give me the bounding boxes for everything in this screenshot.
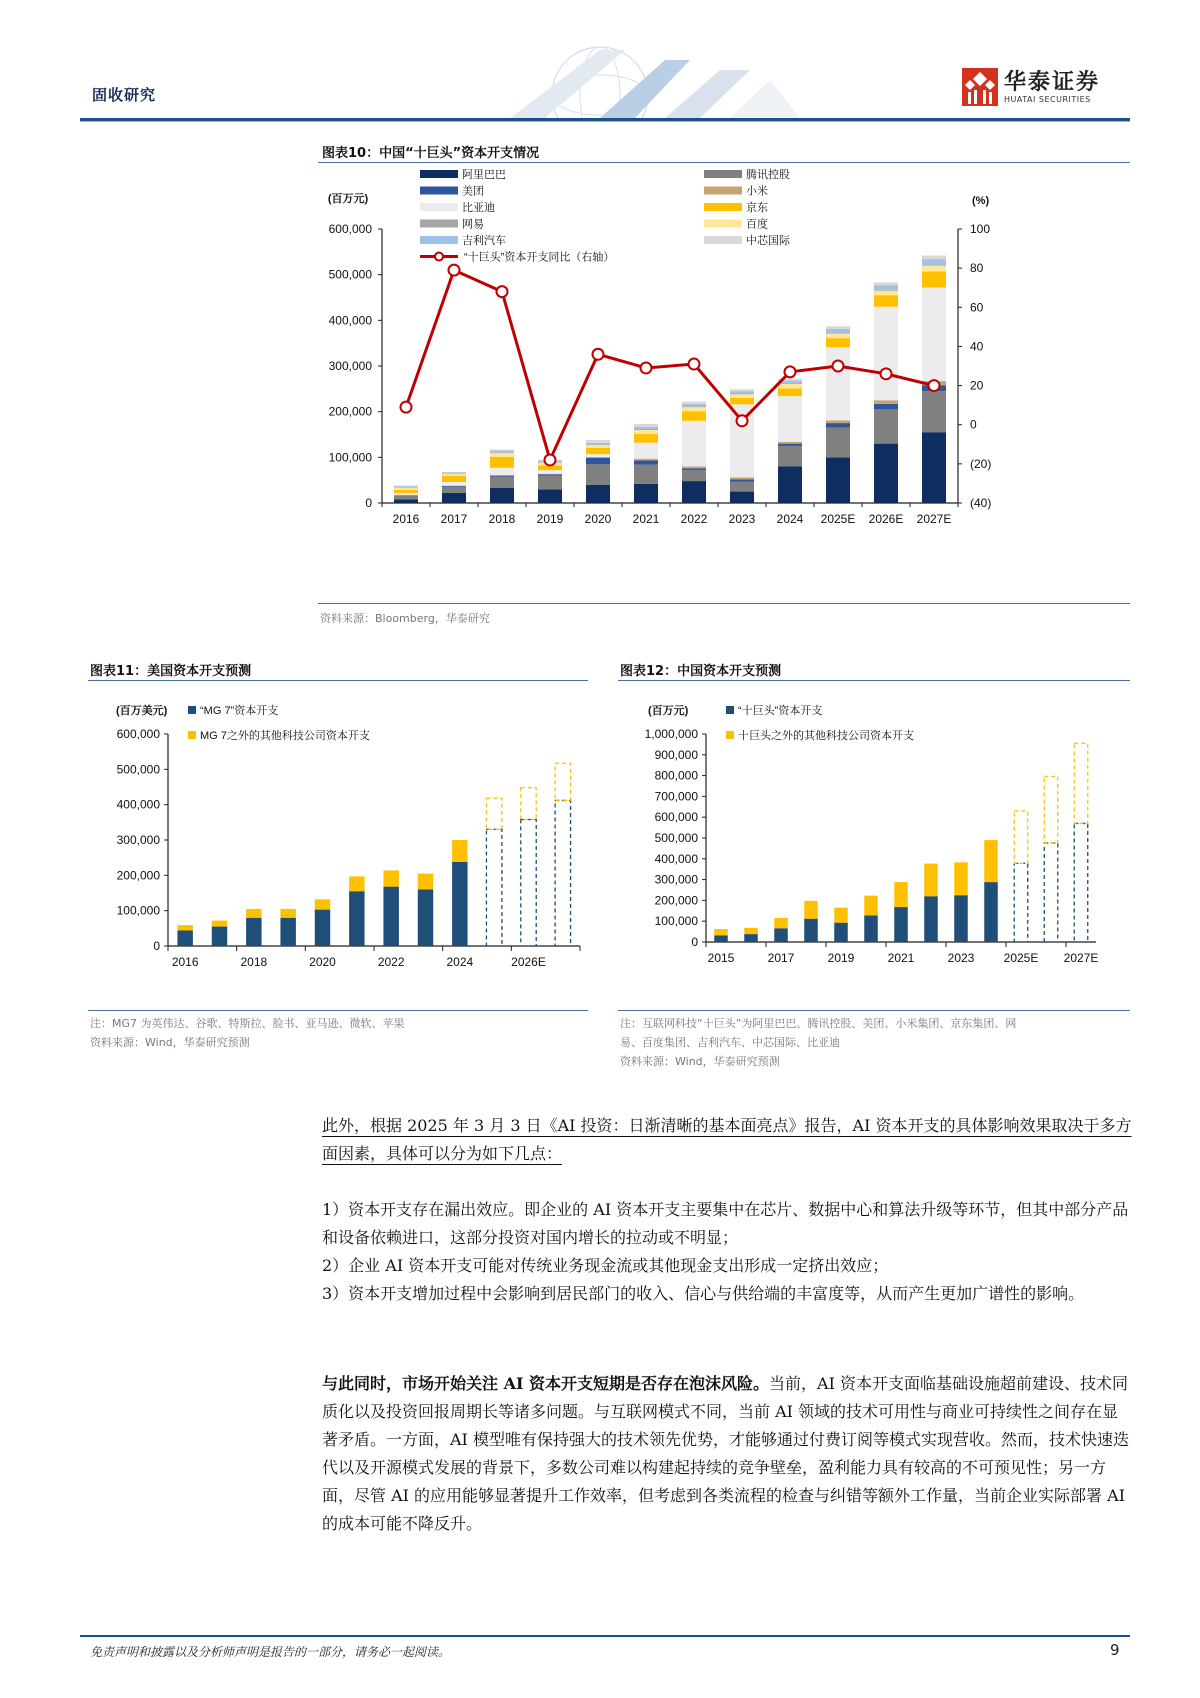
bar-segment [714, 929, 728, 935]
yoy-marker [785, 366, 796, 377]
bar-segment [730, 389, 754, 391]
bar-segment [682, 402, 706, 404]
y-tick-label: 400,000 [654, 851, 698, 866]
header-divider-thin [80, 121, 1130, 122]
legend-label: “MG 7”资本开支 [200, 705, 279, 717]
bar-segment [490, 457, 514, 468]
bar-segment [280, 918, 295, 946]
fig10-source-rule [318, 603, 1130, 604]
bar-segment [177, 925, 192, 930]
bar-segment [490, 468, 514, 475]
bar-segment [714, 935, 728, 942]
bar-segment [538, 470, 562, 474]
bar-segment [730, 391, 754, 393]
bar-segment [634, 430, 658, 434]
y2-tick-label: 40 [970, 339, 984, 354]
bar-segment [452, 840, 467, 862]
x-tick-label: 2023 [947, 951, 975, 965]
bar-segment [246, 918, 261, 946]
y-tick-label: 200,000 [116, 868, 160, 883]
bar-segment [778, 446, 802, 467]
x-tick-label: 2025E [1003, 951, 1039, 965]
point-3: 3）资本开支增加过程中会影响到居民部门的收入、信心与供给端的丰富度等，从而产生更加广谱性的影响。 [322, 1284, 1085, 1303]
legend-swatch [420, 220, 458, 228]
legend-swatch [420, 187, 458, 195]
legend-label: 百度 [746, 218, 768, 231]
bar-segment [490, 453, 514, 457]
legend-label: 京东 [746, 202, 768, 214]
forecast-bar-segment [1014, 811, 1028, 863]
fig11-chart [88, 690, 598, 1010]
forecast-bar-segment [486, 829, 501, 946]
bar-segment [634, 459, 658, 461]
footer-disclaimer: 免责声明和披露以及分析师声明是报告的一部分，请务必一起阅读。 [90, 1645, 451, 1659]
legend-swatch [704, 170, 742, 178]
bar-segment [442, 474, 466, 476]
y-tick-label: 600,000 [116, 727, 160, 741]
bar-segment [984, 882, 998, 942]
fig12-note-line1: 注：互联网科技“十巨头”为阿里巴巴、腾讯控股、美团、小米集团、京东集团、网 [620, 1017, 1017, 1030]
bar-segment [864, 915, 878, 942]
fig12-source: 资料来源：Wind，华泰研究预测 [620, 1055, 780, 1068]
x-tick-label: 2019 [536, 512, 564, 526]
x-tick-label: 2018 [240, 955, 268, 969]
y-tick-label: 500,000 [116, 762, 160, 777]
bar-segment [874, 282, 898, 285]
fig12-chart [618, 690, 1130, 1010]
bar-segment [586, 443, 610, 445]
bar-segment [442, 476, 466, 482]
bar-segment [730, 479, 754, 481]
legend-label: 阿里巴巴 [462, 169, 506, 181]
fig12-title-rule [618, 680, 1130, 681]
x-tick-label: 2021 [632, 512, 660, 526]
legend-swatch [704, 203, 742, 211]
bar-segment [954, 895, 968, 942]
bar-segment [774, 918, 788, 928]
y-tick-label: 500,000 [654, 831, 698, 845]
yoy-marker [401, 402, 412, 413]
legend-swatch [704, 187, 742, 195]
bar-segment [452, 862, 467, 946]
legend-label: 美团 [462, 185, 484, 198]
legend-swatch [726, 706, 734, 714]
y-tick-label: 0 [691, 935, 698, 949]
x-tick-label: 2015 [707, 951, 735, 965]
legend-label: “十巨头”资本开支 [738, 705, 823, 717]
bar-segment [682, 481, 706, 503]
bar-segment [682, 470, 706, 481]
bar-segment [874, 409, 898, 443]
x-tick-label: 2020 [309, 955, 336, 969]
brand-logo [962, 68, 1100, 106]
bar-segment [177, 930, 192, 946]
forecast-bar-segment [521, 788, 536, 820]
bar-segment [682, 468, 706, 470]
bar-segment [874, 285, 898, 290]
bar-segment [730, 393, 754, 394]
bar-segment [778, 396, 802, 442]
bar-segment [682, 411, 706, 421]
legend-label: 网易 [462, 218, 484, 231]
bar-segment [586, 464, 610, 485]
brand-name-cn: 华泰证券 [1004, 69, 1101, 95]
bar-segment [490, 450, 514, 451]
bar-segment [894, 907, 908, 942]
x-tick-label: 2027E [1063, 951, 1099, 965]
bar-segment [394, 490, 418, 493]
bar-segment [634, 465, 658, 484]
bar-segment [778, 388, 802, 396]
y-tick-label: 500,000 [328, 267, 372, 282]
forecast-bar-segment [1074, 743, 1088, 823]
bar-segment [922, 266, 946, 272]
bar-segment [778, 383, 802, 384]
bar-segment [834, 908, 848, 923]
x-tick-label: 2024 [776, 512, 804, 526]
bar-segment [349, 891, 364, 946]
legend-label: 吉利汽车 [462, 235, 506, 247]
fig10-source: 资料来源：Bloomberg，华泰研究 [320, 612, 490, 625]
x-tick-label: 2027E [916, 512, 952, 526]
bar-segment [826, 457, 850, 503]
bar-segment [864, 896, 878, 916]
bar-segment [834, 923, 848, 942]
footer-divider [80, 1635, 1130, 1637]
bar-segment [730, 398, 754, 404]
legend-swatch [420, 170, 458, 178]
bar-segment [442, 487, 466, 493]
yoy-marker [593, 349, 604, 360]
bar-segment [774, 928, 788, 942]
bar-segment [894, 882, 908, 907]
forecast-bar-segment [1044, 776, 1058, 843]
x-tick-label: 2022 [377, 955, 405, 969]
bar-segment [922, 287, 946, 381]
bar-segment [682, 407, 706, 411]
fig11-note [90, 1014, 405, 1052]
legend-swatch [704, 236, 742, 244]
bar-segment [778, 444, 802, 446]
bar-segment [490, 488, 514, 503]
bar-segment [586, 458, 610, 464]
bar-segment [315, 899, 330, 909]
intro-text: 此外，根据 2025 年 3 月 3 日《AI 投资：日渐清晰的基本面亮点》报告，AI 资本开支的具体影响效果取决于多方面因素，具体可以分为如下几点： [322, 1116, 1132, 1163]
y-tick-label: 100,000 [116, 903, 160, 918]
bubble-text: 当前，AI 资本开支面临基础设施超前建设、技术同质化以及投资回报周期长等诸多问题。与互联网模式不同，当前 AI 领域的技术可用性与商业可持续性之间存在显著矛盾。一方面，AI 模型唯有保持强大的技术领先优势，才能够通过付费订阅等模式实现营收。然而，技术快速迭代以及开源模式发展的背景下，多数公司难以构建起持续的竞争壁垒，盈利能力具有较高的不可预见性；另一方面，尽管 AI 的应用能够显著提升工作效率，但考虑到各类流程的检查与纠错等额外工作量，当前企业实际部署 AI 的成本可能不降反升。 [322, 1374, 1129, 1533]
y-axis-unit: (百万元) [648, 705, 689, 717]
x-tick-label: 2020 [584, 512, 612, 526]
yoy-marker [497, 286, 508, 297]
yoy-marker [737, 415, 748, 426]
bar-segment [586, 448, 610, 454]
bar-segment [874, 290, 898, 291]
x-tick-label: 2016 [171, 955, 199, 969]
bar-segment [682, 406, 706, 407]
bar-segment [538, 474, 562, 475]
forecast-bar-segment [1074, 823, 1088, 942]
bar-segment [778, 466, 802, 503]
bar-segment [874, 291, 898, 296]
x-tick-label: 2017 [767, 951, 795, 965]
y2-tick-label: 20 [970, 378, 984, 393]
forecast-bar-segment [555, 763, 570, 800]
bar-segment [490, 452, 514, 453]
bar-segment [744, 928, 758, 934]
bar-segment [730, 477, 754, 479]
bar-segment [634, 429, 658, 430]
x-tick-label: 2017 [440, 512, 468, 526]
fig12-title: 图表12：中国资本开支预测 [620, 664, 782, 679]
y-axis-unit: (百万美元) [116, 705, 168, 717]
bar-segment [586, 445, 610, 448]
bar-segment [826, 423, 850, 428]
fig11-note-rule [88, 1010, 588, 1011]
fig10-title-rule [318, 162, 1130, 163]
bar-segment [634, 484, 658, 503]
y-tick-label: 100,000 [654, 914, 698, 929]
legend-swatch [704, 220, 742, 228]
bar-segment [538, 476, 562, 490]
y-tick-label: 0 [153, 939, 160, 953]
bar-segment [922, 255, 946, 259]
bar-segment [826, 334, 850, 339]
fig10-title: 图表10：中国“十巨头”资本开支情况 [322, 146, 540, 161]
legend-swatch [420, 203, 458, 211]
yoy-marker [449, 265, 460, 276]
legend-label: “十巨头”资本开支同比（右轴） [464, 251, 615, 264]
bar-segment [874, 444, 898, 503]
header-decoration [450, 40, 870, 118]
bar-segment [634, 424, 658, 427]
fig10-chart [318, 166, 1130, 586]
y-tick-label: 300,000 [654, 872, 698, 887]
x-tick-label: 2023 [728, 512, 756, 526]
bar-segment [490, 477, 514, 488]
yoy-marker [833, 361, 844, 372]
bar-segment [586, 485, 610, 503]
point-1: 1）资本开支存在漏出效应。即企业的 AI 资本开支主要集中在芯片、数据中心和算法升级等环节，但其中部分产品和设备依赖进口，这部分投资对国内增长的拉动或不明显； [322, 1200, 1129, 1247]
yoy-marker [641, 362, 652, 373]
bar-segment [730, 394, 754, 398]
fig11-note-text: 注：MG7 为英伟达、谷歌、特斯拉、脸书、亚马逊、微软、苹果 [90, 1017, 405, 1030]
y-tick-label: 100,000 [328, 450, 372, 465]
x-tick-label: 2024 [446, 955, 474, 969]
bar-segment [418, 874, 433, 890]
y-tick-label: 800,000 [654, 768, 698, 783]
yoy-marker [881, 368, 892, 379]
y-tick-label: 600,000 [328, 222, 372, 236]
bar-segment [922, 391, 946, 432]
bar-segment [280, 909, 295, 918]
bar-segment [490, 450, 514, 451]
fig11-title-rule [88, 680, 588, 681]
fig12-note [620, 1014, 1016, 1071]
bar-segment [826, 326, 850, 329]
bubble-paragraph [322, 1370, 1132, 1538]
y-tick-label: 0 [365, 496, 372, 510]
yoy-marker [545, 454, 556, 465]
bar-segment [634, 434, 658, 443]
y2-tick-label: 80 [970, 261, 984, 276]
bar-segment [924, 864, 938, 897]
yoy-marker [689, 359, 700, 370]
bar-segment [442, 493, 466, 503]
forecast-bar-segment [1014, 863, 1028, 942]
bar-segment [394, 487, 418, 489]
bar-segment [826, 338, 850, 347]
y2-tick-label: 0 [970, 417, 977, 432]
forecast-bar-segment [521, 820, 536, 946]
bar-segment [730, 492, 754, 503]
brand-name-en: HUATAI SECURITIES [1004, 94, 1091, 104]
legend-label: 比亚迪 [462, 202, 495, 214]
forecast-bar-segment [486, 798, 501, 829]
bar-segment [922, 271, 946, 287]
bar-segment [778, 442, 802, 444]
y-axis-unit: (百万元) [327, 193, 369, 205]
bar-segment [634, 461, 658, 465]
forecast-bar-segment [1044, 843, 1058, 942]
bar-segment [924, 896, 938, 942]
legend-label: MG 7之外的其他科技公司资本开支 [200, 730, 370, 742]
fig12-note-line2: 易、百度集团、吉利汽车、中芯国际、比亚迪 [620, 1036, 840, 1049]
bar-segment [874, 295, 898, 306]
bar-segment [826, 333, 850, 334]
point-2: 2）企业 AI 资本开支可能对传统业务现金流或其他现金支出形成一定挤出效应； [322, 1256, 889, 1275]
points-list [322, 1196, 1132, 1308]
y2-tick-label: 60 [970, 300, 984, 315]
x-tick-label: 2025E [820, 512, 856, 526]
legend-label: 腾讯控股 [746, 169, 790, 181]
fig11-title: 图表11：美国资本开支预测 [90, 664, 252, 679]
x-tick-label: 2016 [392, 512, 420, 526]
legend-swatch [420, 236, 458, 244]
bar-segment [778, 384, 802, 389]
bar-segment [682, 421, 706, 467]
legend-label: 十巨头之外的其他科技公司资本开支 [738, 730, 914, 742]
bar-segment [586, 440, 610, 443]
bar-segment [874, 400, 898, 404]
bar-segment [804, 919, 818, 942]
bar-segment [922, 259, 946, 264]
intro-paragraph [322, 1112, 1132, 1168]
bar-segment [586, 457, 610, 458]
bar-segment [826, 420, 850, 423]
bar-segment [874, 404, 898, 409]
yoy-line [406, 270, 934, 460]
bar-segment [442, 482, 466, 486]
yoy-marker [929, 380, 940, 391]
bar-segment [730, 482, 754, 492]
x-tick-label: 2021 [887, 951, 915, 965]
y-tick-label: 200,000 [654, 893, 698, 908]
y-tick-label: 700,000 [654, 789, 698, 804]
bar-segment [984, 840, 998, 882]
y-tick-label: 200,000 [328, 404, 372, 419]
x-tick-label: 2018 [488, 512, 516, 526]
legend-line-marker [435, 253, 443, 261]
x-tick-label: 2026E [868, 512, 904, 526]
y-tick-label: 300,000 [116, 833, 160, 847]
y-tick-label: 400,000 [328, 313, 372, 328]
bar-segment [442, 472, 466, 473]
huatai-logo-icon [962, 68, 998, 106]
bar-segment [394, 499, 418, 503]
fig11-source: 资料来源：Wind，华泰研究预测 [90, 1036, 250, 1049]
y-tick-label: 900,000 [654, 747, 698, 762]
y-tick-label: 600,000 [654, 810, 698, 825]
legend-swatch [188, 731, 196, 739]
section-title: 固收研究 [92, 86, 157, 104]
bar-segment [826, 329, 850, 333]
legend-label: 小米 [746, 185, 768, 198]
bar-segment [394, 493, 418, 495]
y2-axis-unit: (%) [972, 195, 990, 207]
bar-segment [490, 476, 514, 477]
bar-segment [682, 404, 706, 406]
x-tick-label: 2026E [511, 955, 546, 969]
bar-segment [826, 347, 850, 420]
bar-segment [349, 876, 364, 891]
legend-swatch [188, 706, 196, 714]
legend-swatch [726, 731, 734, 739]
y-tick-label: 300,000 [328, 359, 372, 373]
bar-segment [922, 432, 946, 503]
bar-segment [394, 486, 418, 487]
bar-segment [246, 909, 261, 918]
bar-segment [682, 466, 706, 468]
bar-segment [383, 887, 398, 946]
y-tick-label: 400,000 [116, 797, 160, 812]
bar-segment [954, 862, 968, 895]
bar-segment [874, 307, 898, 401]
bar-segment [212, 927, 227, 946]
bar-segment [922, 265, 946, 266]
bubble-lead: 与此同时，市场开始关注 AI 资本开支短期是否存在泡沫风险。 [322, 1374, 770, 1393]
y2-tick-label: 100 [970, 222, 991, 236]
y2-tick-label: (40) [970, 496, 992, 510]
bar-segment [826, 428, 850, 458]
page-number: 9 [1110, 1641, 1120, 1659]
bar-segment [538, 489, 562, 503]
bar-segment [212, 921, 227, 927]
bar-segment [586, 454, 610, 457]
bar-segment [634, 443, 658, 459]
fig12-note-rule [618, 1010, 1130, 1011]
x-tick-label: 2022 [680, 512, 708, 526]
bar-segment [315, 910, 330, 946]
bar-segment [744, 934, 758, 942]
bar-segment [418, 889, 433, 946]
y2-tick-label: (20) [970, 456, 992, 471]
bar-segment [804, 901, 818, 919]
bar-segment [383, 870, 398, 886]
bar-segment [394, 496, 418, 500]
forecast-bar-segment [555, 800, 570, 946]
bar-segment [442, 486, 466, 487]
legend-label: 中芯国际 [746, 235, 790, 247]
y-tick-label: 1,000,000 [644, 727, 698, 741]
bar-segment [634, 427, 658, 429]
x-tick-label: 2019 [827, 951, 855, 965]
